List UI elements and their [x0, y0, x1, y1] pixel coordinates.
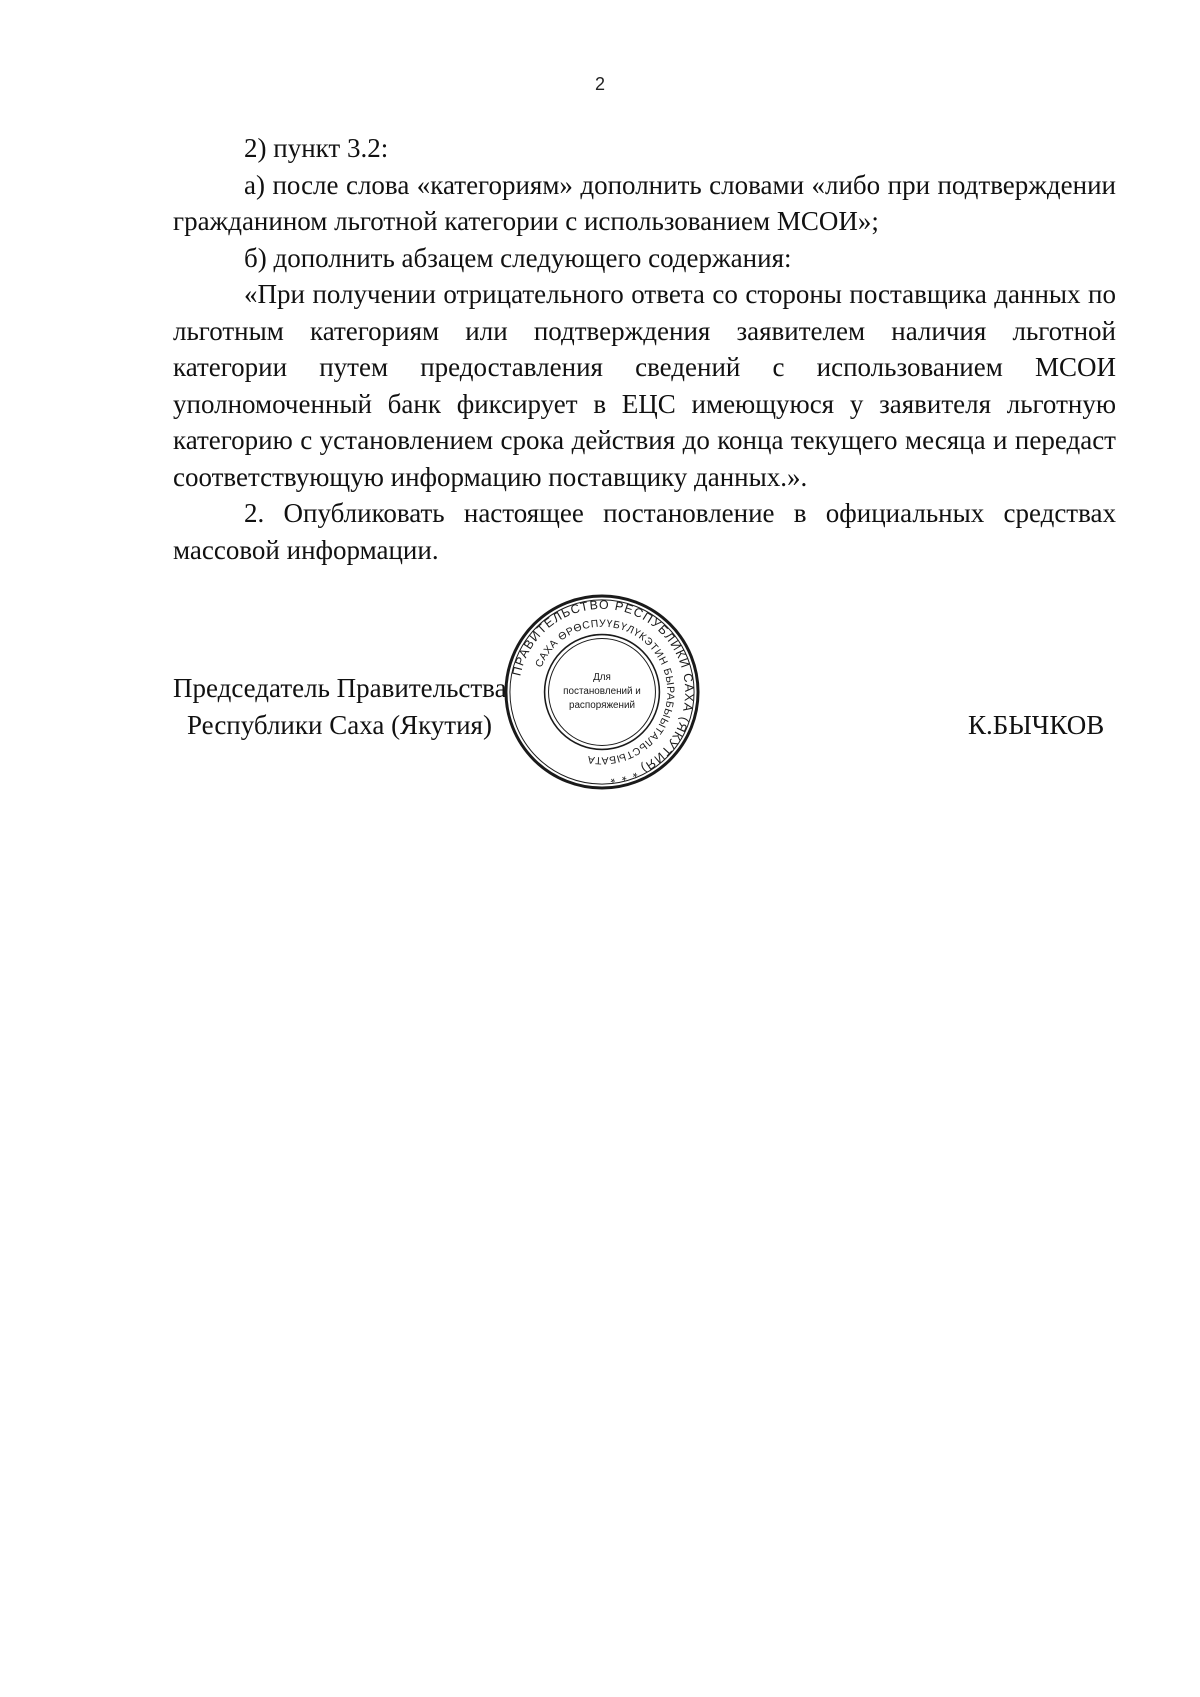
signatory-name: К.БЫЧКОВ	[968, 710, 1105, 740]
paragraph-subitem-b: б) дополнить абзацем следующего содержания:	[244, 242, 792, 273]
seal-center-line1: Для	[593, 672, 611, 684]
signatory-position-line1: Председатель Правительства	[173, 673, 507, 703]
signatory-position-line2: Республики Саха (Якутия)	[187, 710, 492, 740]
seal-outer-text: ПРАВИТЕЛЬСТВО РЕСПУБЛИКИ САХА (ЯКУТИЯ) * * *	[509, 597, 697, 786]
seal-center-line2: постановлений и	[563, 685, 641, 697]
document-body	[173, 130, 1116, 568]
paragraph-publish: 2. Опубликовать настоящее постановление в официальных средствах массовой информации.	[173, 498, 1116, 565]
paragraph-quoted-addition: «При получении отрицательного ответа со стороны поставщика данных по льготным категориям или подтверждения заявителем наличия льготной категории путем предоставления сведений с использованием МСОИ уполномоченный банк фиксирует в ЕЦС имеющуюся у заявителя льготную категорию с установлением срока действия до конца текущего месяца и передаст соответствующую информацию поставщику данных.».	[173, 279, 1116, 492]
seal-center-line3: распоряжений	[568, 699, 636, 711]
signatory-position	[173, 670, 507, 744]
paragraph-subitem-a: а) после слова «категориям» дополнить словами «либо при подтверждении гражданином льготной категории с использованием МСОИ»;	[173, 169, 1116, 236]
seal-inner-text: САХА ӨРӨСПУҮБҮЛҮКЭТИН БЫРАБЫЫТАЛЬСТЫБАТА	[533, 618, 676, 766]
page-number: 2	[594, 74, 605, 94]
official-seal-stamp	[503, 593, 701, 791]
paragraph-item-2: 2) пункт 3.2:	[244, 133, 389, 163]
